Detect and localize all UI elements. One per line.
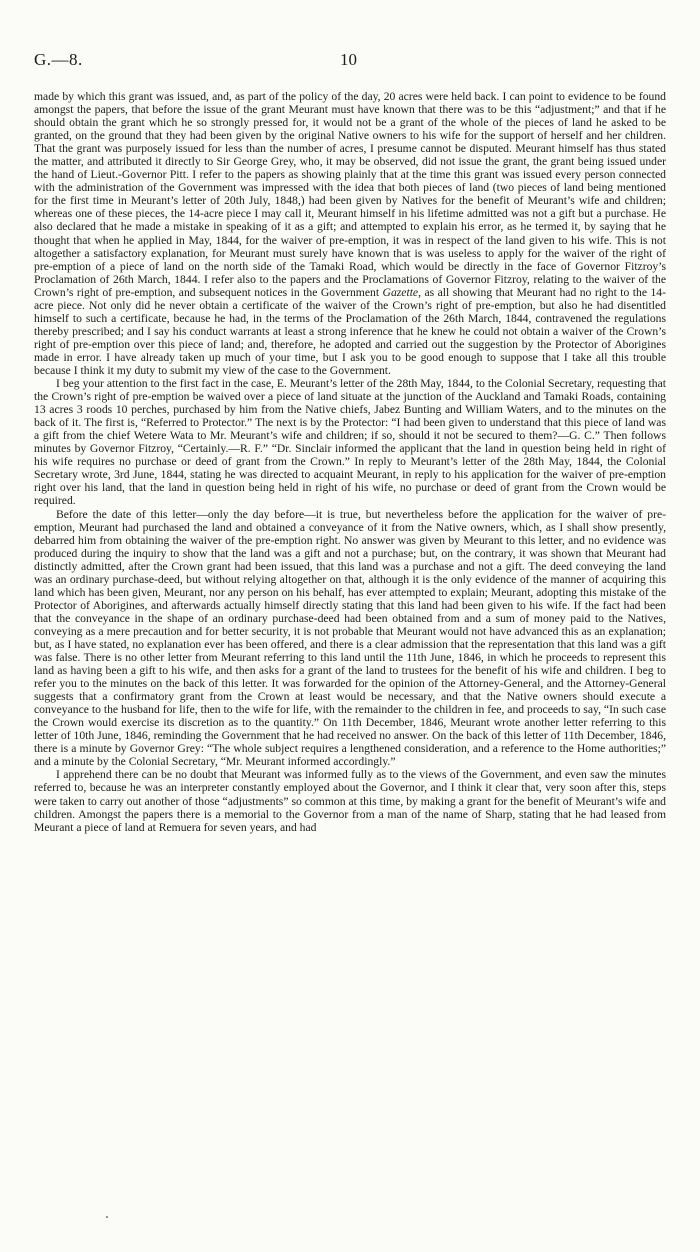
paragraph: I beg your attention to the first fact in the case, E. Meurant’s letter of the 28th May, 1844, to the Colonial Secretary, requesting that the Crown’s right of pre-emption be waived over a piece of land situate at the junction of the Auckland and Tamaki Roads, containing 13 acres 3 roods 10 perches, purchased by him from the Native chiefs, Jabez Bunting and William Waters, and to the minutes on the back of it. The first is, “Referred to Protector.” The next is by the Protector: “I had been given to understand that this piece of land was a gift from the chief Wetere Wata to Mr. Meurant’s wife and children; if so, should it not be secured to them?—G. C.” Then follows minutes by Governor Fitzroy, “Certainly.—R. F.” “Dr. Sinclair informed the applicant that the land in question being held in right of his wife requires no purchase or deed of grant from the Crown.” In reply to Meurant’s letter of the 28th May, 1844, the Colonial Secretary wrote, 3rd June, 1844, stating he was directed to acquaint Meurant, in reply to his application for the waiver of pre-emption right over his land, that the land in question being held in right of his wife, no purchase or deed of grant from the Crown would be required. [34, 377, 666, 508]
document-reference: G.—8. [34, 50, 83, 69]
gazette-title: Gazette [382, 285, 419, 299]
page-number: 10 [340, 50, 357, 69]
body-text [34, 90, 666, 834]
print-speck [106, 1216, 108, 1218]
paragraph: Before the date of this letter—only the day before—it is true, but nevertheless before the application for the waiver of pre-emption, Meurant had purchased the land and obtained a conveyance of it from the Native owners, which, as I shall show presently, debarred him from obtaining the waiver of the pre-emption right. No answer was given by Meurant to this letter, and no evidence was produced during the inquiry to show that the land was a gift and not a purchase; but, on the contrary, it was shown that Meurant had distinctly admitted, after the Crown grant had been issued, that this land was a purchase and not a gift. The deed conveying the land was an ordinary purchase-deed, but without relying altogether on that, although it is the only evidence of the manner of acquiring this land which has been given, Meurant, nor any person on his behalf, has ever attempted to explain; Meurant, adopting this mistake of the Protector of Aborigines, and afterwards actually himself directly stating that this land had been given to his wife. If the fact had been that the conveyance in the shape of an ordinary purchase-deed had been obtained from and a sum of money paid to the Natives, conveying as a mere precaution and for better security, it is not probable that Meurant would not have advanced this as an explanation; but, as I have stated, no explanation ever has been offered, and there is a clear admission that the representation that this land was a gift was false. There is no other letter from Meurant referring to this land until the 11th June, 1846, in which he proceeds to represent this land as having been a gift to his wife, and then asks for a grant of the land to trustees for the benefit of his wife and children. I beg to refer you to the minutes on the back of this letter. It was forwarded for the opinion of the Attorney-General, and the Attorney-General suggests that a confirmatory grant from the Crown at least would be necessary, and that the Native owners should execute a conveyance to the husband for life, then to the wife for life, with the remainder to the children in fee, and proceeds to say, “In such case the Crown would exercise its discretion as to the quantity.” On 11th December, 1846, Meurant wrote another letter referring to this letter of 10th June, 1846, reminding the Government that he had received no answer. On the back of this letter of 11th December, 1846, there is a minute by Governor Grey: “The whole subject requires a lengthened consideration, and a reference to the Home authorities;” and a minute by the Colonial Secretary, “Mr. Meurant informed accordingly.” [34, 507, 666, 769]
paragraph: I apprehend there can be no doubt that Meurant was informed fully as to the views of the Government, and even saw the minutes referred to, because he was an interpreter constantly employed about the Governor, and I think it clear that, very soon after this, steps were taken to carry out another of those “adjustments” so common at this time, by making a grant for the benefit of Meurant’s wife and children. Amongst the papers there is a memorial to the Governor from a man of the name of Sharp, stating that he had leased from Meurant a piece of land at Remuera for seven years, and had [34, 768, 666, 834]
paragraph: made by which this grant was issued, and, as part of the policy of the day, 20 acres were held back. I can point to evidence to be found amongst the papers, that before the issue of the grant Meurant must have known that there was to be this “adjustment;” and that if he should obtain the grant which he so strongly pressed for, it would not be a grant of the whole of the pieces of land he asked to be granted, on the ground that they had been given by the original Native owners to his wife for the support of herself and her children. That the grant was purposely issued for less than the number of acres, I presume cannot be disputed. Meurant himself has thus stated the matter, and attributed it directly to Sir George Grey, who, it may be observed, did not issue the grant, the grant being issued under the hand of Lieut.-Governor Pitt. I refer to the papers as showing plainly that at the time this grant was issued every person connected with the administration of the Government was impressed with the idea that both pieces of land (two pieces of land being mentioned for the first time in Meurant’s letter of 20th July, 1848,) had been given by Natives for the benefit of Meurant’s wife and children; whereas one of these pieces, the 14-acre piece I may call it, Meurant himself in his lifetime admitted was not a gift but a purchase. He also declared that he made a mistake in speaking of it as a gift; and attempted to explain his error, as he termed it, by saying that he thought that when he applied in May, 1844, for the waiver of pre-emption, it was in respect of the land given to his wife. This is not altogether a satisfactory explanation, for Meurant must surely have known that is was useless to apply for the waiver of the right of pre-emption of a piece of land on the north side of the Tamaki Road, which would be directly in the face of Governor Fitzroy’s Proclamation of 26th March, 1844. I refer also to the papers and the Proclamations of Governor Fitzroy, relating to the waiver of the Crown’s right of pre-emption, and subsequent notices in the Government Gazette, as all showing that Meurant had no right to the 14-acre piece. Not only did he never obtain a certificate of the waiver of the Crown’s right of pre-emption, but also he had disentitled himself to such a certificate, because he had, in the terms of the Proclamation of the 26th March, 1844, contravened the regulations thereby prescribed; and I say his conduct warrants at least a strong inference that he knew he could not obtain a waiver of the Crown’s right of pre-emption over this piece of land; and, therefore, he adopted and carried out the suggestion by the Protector of Aborigines made in error. I have already taken up much of your time, but I ask you to be good enough to suppose that I take all this trouble because I think it my duty to submit my view of the case to the Government. [34, 90, 666, 377]
page-header [34, 50, 666, 74]
